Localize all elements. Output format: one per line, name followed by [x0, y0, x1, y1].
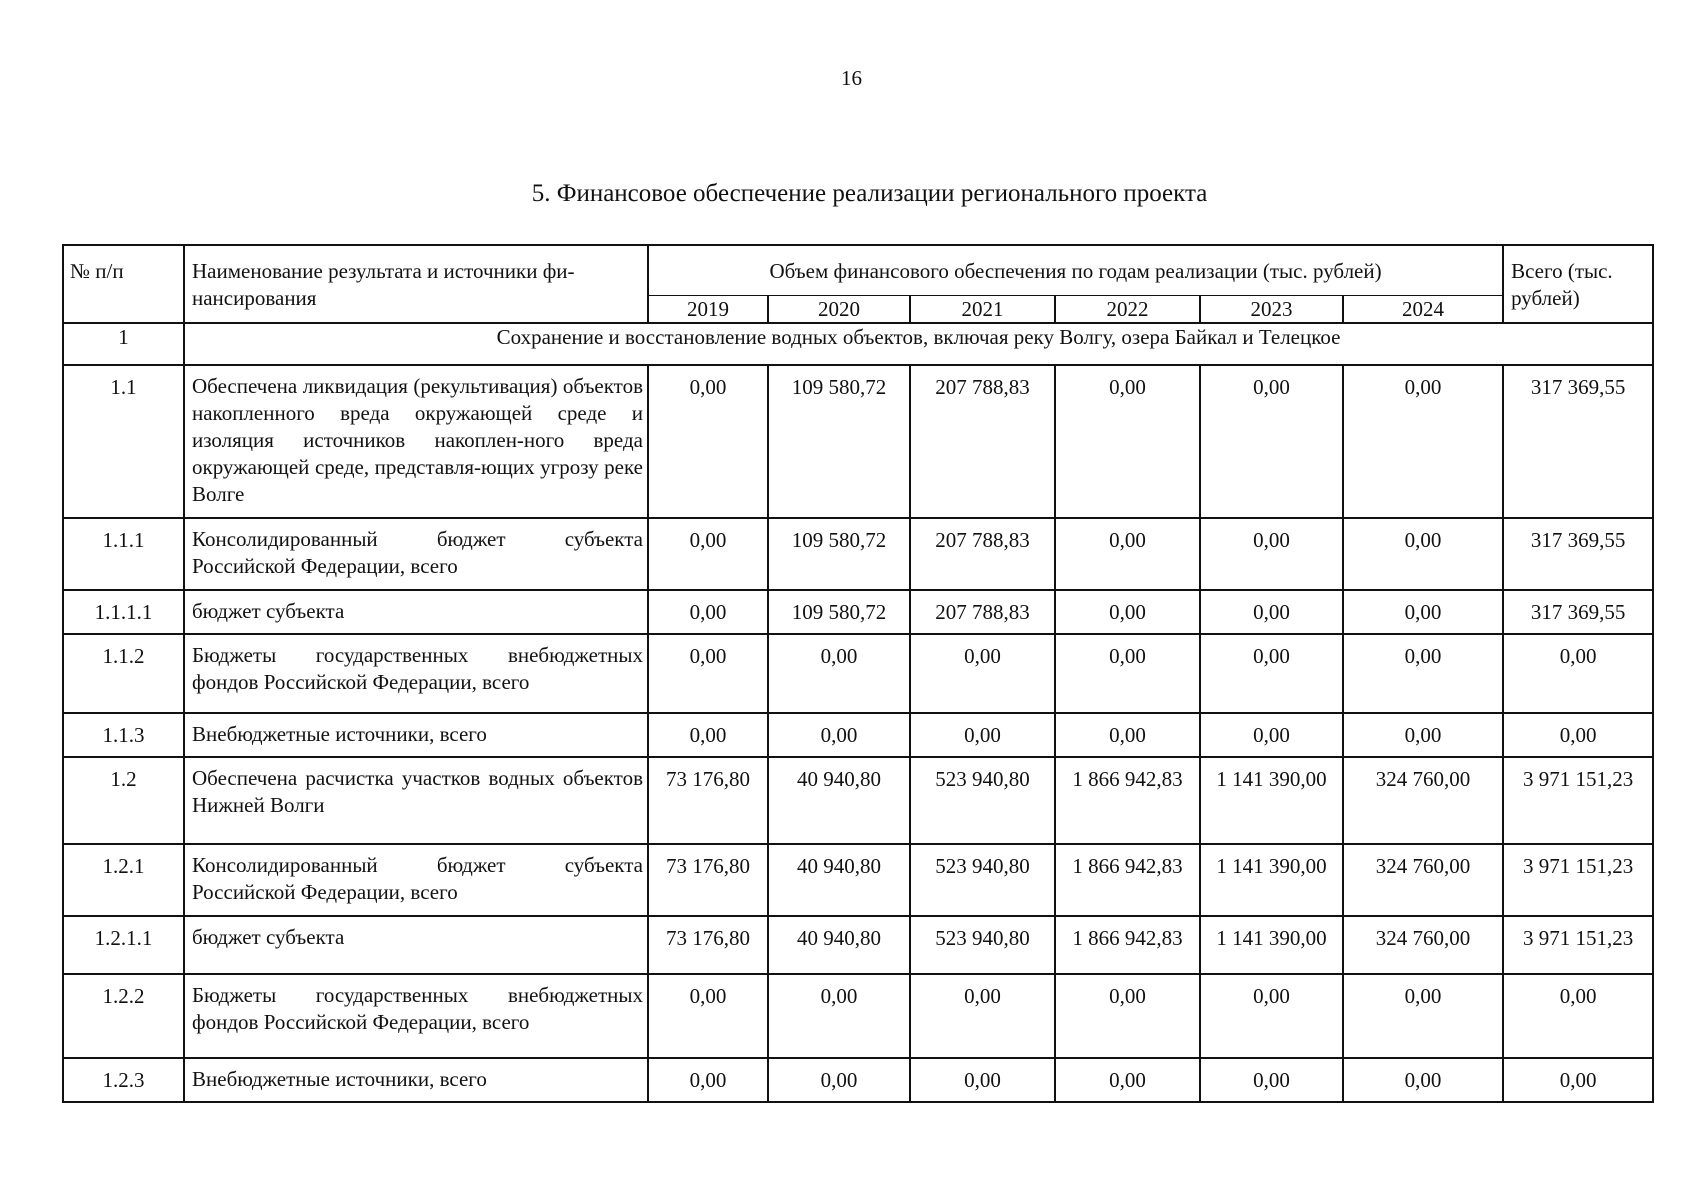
- page-number: 16: [841, 66, 862, 90]
- row-name: бюджет субъекта: [184, 590, 648, 634]
- value-2022: 1 866 942,83: [1055, 844, 1200, 916]
- value-2021: 523 940,80: [910, 844, 1055, 916]
- value-2020: 40 940,80: [768, 916, 910, 974]
- value-2020: 109 580,72: [768, 365, 910, 518]
- value-2022: 1 866 942,83: [1055, 757, 1200, 844]
- value-2020: 0,00: [768, 634, 910, 713]
- value-total: 317 369,55: [1503, 518, 1653, 590]
- header-num: № п/п: [63, 245, 184, 323]
- value-2024: 324 760,00: [1343, 844, 1503, 916]
- table-row: [63, 713, 1653, 757]
- row-num: 1.2: [63, 757, 184, 844]
- row-num: 1.1.2: [63, 634, 184, 713]
- value-2019: 73 176,80: [648, 844, 768, 916]
- table-row: [63, 518, 1653, 590]
- value-2023: 1 141 390,00: [1200, 757, 1343, 844]
- value-2023: 0,00: [1200, 713, 1343, 757]
- row-name: Консолидированный бюджет субъекта Российской Федерации, всего: [184, 844, 648, 916]
- table-row: [63, 590, 1653, 634]
- row-num: 1.2.1.1: [63, 916, 184, 974]
- value-total: 3 971 151,23: [1503, 757, 1653, 844]
- value-2019: 0,00: [648, 713, 768, 757]
- value-2019: 0,00: [648, 1058, 768, 1102]
- value-2020: 40 940,80: [768, 757, 910, 844]
- row-num: 1.1.1.1: [63, 590, 184, 634]
- value-2021: 523 940,80: [910, 916, 1055, 974]
- row-name: бюджет субъекта: [184, 916, 648, 974]
- value-2020: 0,00: [768, 713, 910, 757]
- section-row: [63, 323, 1653, 365]
- year-2019: 2019: [648, 295, 768, 323]
- section-num: 1: [63, 323, 184, 365]
- value-2020: 40 940,80: [768, 844, 910, 916]
- header-volume: Объем финансового обеспечения по годам реализации (тыс. рублей): [648, 245, 1503, 295]
- value-2021: 0,00: [910, 1058, 1055, 1102]
- value-2024: 0,00: [1343, 1058, 1503, 1102]
- value-2021: 207 788,83: [910, 518, 1055, 590]
- value-2019: 73 176,80: [648, 916, 768, 974]
- value-2024: 0,00: [1343, 518, 1503, 590]
- table-row: [63, 365, 1653, 518]
- value-2019: 0,00: [648, 518, 768, 590]
- header-total: Всего (тыс. рублей): [1503, 245, 1653, 323]
- value-2022: 0,00: [1055, 713, 1200, 757]
- value-2023: 0,00: [1200, 974, 1343, 1058]
- value-2020: 109 580,72: [768, 518, 910, 590]
- row-num: 1.1.3: [63, 713, 184, 757]
- table-row: [63, 974, 1653, 1058]
- row-name: Обеспечена расчистка участков водных объектов Нижней Волги: [184, 757, 648, 844]
- value-2019: 73 176,80: [648, 757, 768, 844]
- value-2023: 0,00: [1200, 365, 1343, 518]
- value-2021: 0,00: [910, 713, 1055, 757]
- value-2019: 0,00: [648, 974, 768, 1058]
- value-2022: 0,00: [1055, 634, 1200, 713]
- header-row: [63, 245, 1653, 295]
- value-2022: 0,00: [1055, 365, 1200, 518]
- value-2019: 0,00: [648, 634, 768, 713]
- row-num: 1.1: [63, 365, 184, 518]
- header-name: Наименование результата и источники фи-нансирования: [184, 245, 648, 323]
- table-row: [63, 634, 1653, 713]
- row-name: Внебюджетные источники, всего: [184, 713, 648, 757]
- value-2021: 0,00: [910, 634, 1055, 713]
- row-num: 1.1.1: [63, 518, 184, 590]
- year-2023: 2023: [1200, 295, 1343, 323]
- row-name: Обеспечена ликвидация (рекультивация) объектов накопленного вреда окружающей среде и изоляция источников накоплен-ного вреда окружающей среде, представля-ющих угрозу реке Волге: [184, 365, 648, 518]
- value-total: 0,00: [1503, 1058, 1653, 1102]
- value-2024: 0,00: [1343, 634, 1503, 713]
- value-2024: 324 760,00: [1343, 916, 1503, 974]
- value-2024: 0,00: [1343, 590, 1503, 634]
- value-2022: 0,00: [1055, 518, 1200, 590]
- value-2023: 0,00: [1200, 590, 1343, 634]
- value-2019: 0,00: [648, 590, 768, 634]
- row-num: 1.2.2: [63, 974, 184, 1058]
- value-2023: 1 141 390,00: [1200, 844, 1343, 916]
- year-2024: 2024: [1343, 295, 1503, 323]
- year-2020: 2020: [768, 295, 910, 323]
- value-total: 0,00: [1503, 974, 1653, 1058]
- value-2023: 0,00: [1200, 1058, 1343, 1102]
- year-2021: 2021: [910, 295, 1055, 323]
- value-2022: 0,00: [1055, 1058, 1200, 1102]
- section-name: Сохранение и восстановление водных объектов, включая реку Волгу, озера Байкал и Телецкое: [184, 323, 1653, 365]
- row-num: 1.2.3: [63, 1058, 184, 1102]
- value-2024: 0,00: [1343, 365, 1503, 518]
- value-2020: 0,00: [768, 974, 910, 1058]
- section-title: 5. Финансовое обеспечение реализации регионального проекта: [531, 180, 1208, 207]
- value-2021: 0,00: [910, 974, 1055, 1058]
- value-2024: 0,00: [1343, 974, 1503, 1058]
- value-total: 317 369,55: [1503, 365, 1653, 518]
- value-total: 0,00: [1503, 713, 1653, 757]
- value-2022: 1 866 942,83: [1055, 916, 1200, 974]
- financing-table: [62, 244, 1654, 1103]
- value-2023: 1 141 390,00: [1200, 916, 1343, 974]
- value-2024: 324 760,00: [1343, 757, 1503, 844]
- table-row: [63, 757, 1653, 844]
- value-2023: 0,00: [1200, 518, 1343, 590]
- value-2019: 0,00: [648, 365, 768, 518]
- value-total: 3 971 151,23: [1503, 916, 1653, 974]
- value-2021: 207 788,83: [910, 590, 1055, 634]
- row-name: Бюджеты государственных внебюджетных фондов Российской Федерации, всего: [184, 634, 648, 713]
- value-2024: 0,00: [1343, 713, 1503, 757]
- value-2021: 207 788,83: [910, 365, 1055, 518]
- value-total: 0,00: [1503, 634, 1653, 713]
- value-2020: 0,00: [768, 1058, 910, 1102]
- value-2020: 109 580,72: [768, 590, 910, 634]
- value-2022: 0,00: [1055, 974, 1200, 1058]
- table-row: [63, 844, 1653, 916]
- row-name: Бюджеты государственных внебюджетных фондов Российской Федерации, всего: [184, 974, 648, 1058]
- value-total: 317 369,55: [1503, 590, 1653, 634]
- row-name: Внебюджетные источники, всего: [184, 1058, 648, 1102]
- row-name: Консолидированный бюджет субъекта Российской Федерации, всего: [184, 518, 648, 590]
- year-2022: 2022: [1055, 295, 1200, 323]
- row-num: 1.2.1: [63, 844, 184, 916]
- value-2021: 523 940,80: [910, 757, 1055, 844]
- value-total: 3 971 151,23: [1503, 844, 1653, 916]
- table-row: [63, 916, 1653, 974]
- value-2023: 0,00: [1200, 634, 1343, 713]
- value-2022: 0,00: [1055, 590, 1200, 634]
- table-row: [63, 1058, 1653, 1102]
